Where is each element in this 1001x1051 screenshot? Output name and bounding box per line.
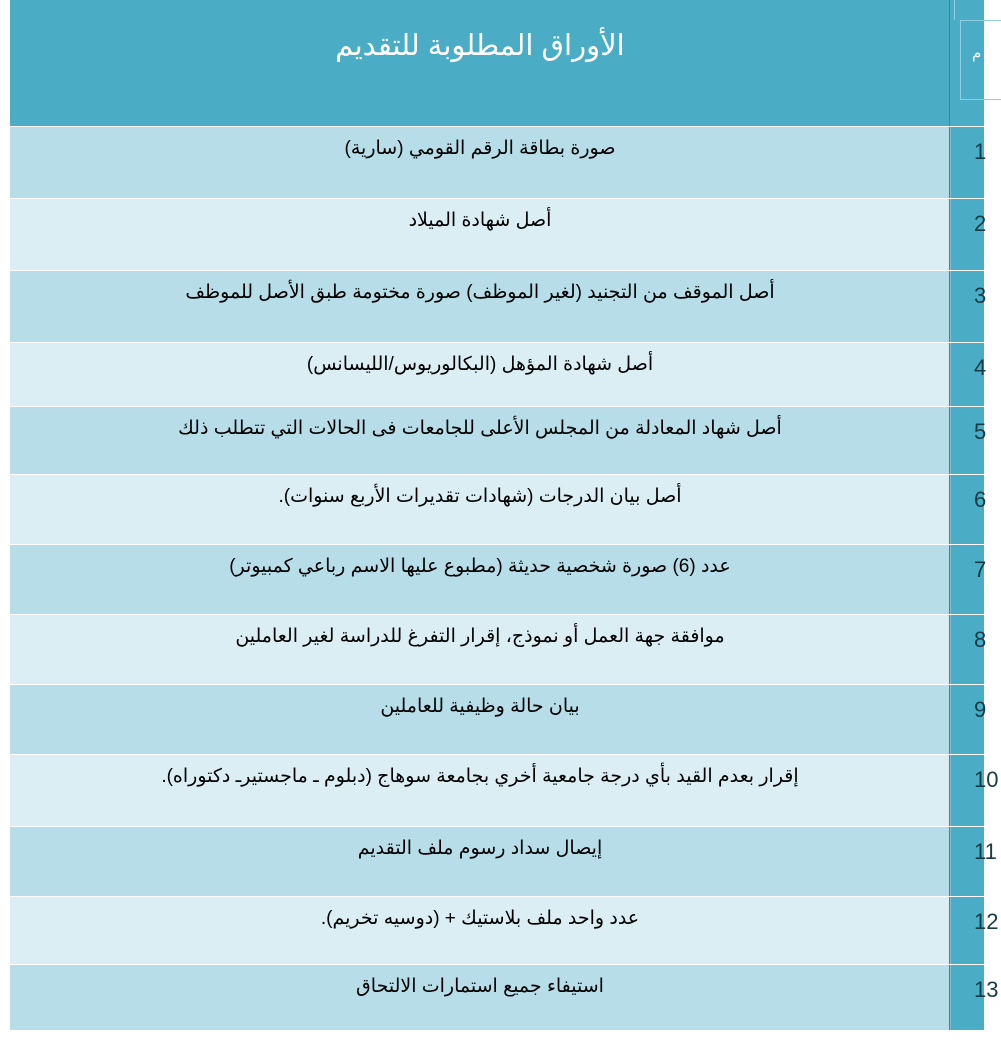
row-number-cell [950,615,987,686]
table-header [10,0,950,126]
row-number-cell [950,685,987,756]
table-row [10,964,999,1030]
requirement-cell [10,475,950,546]
requirement-text: أصل شهاد المعادلة من المجلس الأعلى للجامعات فى الحالات التي تتطلب ذلك [178,418,782,439]
requirement-cell [10,965,950,1030]
row-number-cell [950,271,987,342]
table-row [10,342,987,414]
requirement-text: موافقة جهة العمل أو نموذج، إقرار التفرغ للدراسة لغير العاملين [235,626,725,647]
requirement-text: صورة بطاقة الرقم القومي (سارية) [344,138,616,159]
row-number: 9 [974,697,987,722]
row-number: 3 [974,283,987,308]
requirement-text: أصل بيان الدرجات (شهادات تقديرات الأربع سنوات). [278,486,682,507]
requirement-cell [10,545,950,616]
number-cell-edge [950,827,951,898]
requirement-cell [10,897,950,968]
row-number-cell [950,343,987,414]
number-cell-edge [950,475,951,546]
number-column-header [950,0,984,126]
row-number: 8 [974,627,987,652]
table-row [10,544,987,616]
requirement-cell [10,127,950,198]
row-number-cell [950,407,987,478]
number-cell-edge [950,343,951,414]
requirement-cell [10,199,950,270]
number-cell-edge [950,615,951,686]
row-number: 11 [974,839,997,864]
requirement-cell [10,615,950,686]
table-row [10,754,999,826]
row-number-cell [950,965,999,1030]
row-number-cell [950,545,987,616]
page-title: الأوراق المطلوبة للتقديم [335,30,625,62]
requirement-text: بيان حالة وظيفية للعاملين [380,696,580,717]
table-row [10,614,987,686]
table-row [10,406,987,478]
row-number: 2 [974,211,987,236]
row-number: 13 [974,977,999,1002]
requirement-cell [10,755,950,826]
table-row [10,684,987,756]
row-number: 6 [974,487,987,512]
number-cell-edge [950,755,951,826]
row-number: 12 [974,909,999,934]
requirement-text: إيصال سداد رسوم ملف التقديم [357,838,603,859]
row-number: 5 [974,419,987,444]
row-number-cell [950,127,987,198]
requirement-text: إقرار بعدم القيد بأي درجة جامعية أخري بجامعة سوهاج (دبلوم ـ ماجستيرـ دكتوراه). [161,766,799,787]
requirement-text: عدد (6) صورة شخصية حديثة (مطبوع عليها الاسم رباعي كمبيوتر) [229,556,731,577]
number-column-label: م [972,45,982,62]
table-row [10,896,999,968]
row-number: 1 [974,139,987,164]
number-cell-edge [950,897,951,968]
row-number: 10 [974,767,999,792]
number-cell-edge [950,685,951,756]
table-row [10,474,987,546]
number-cell-edge [950,127,951,198]
number-cell-edge [950,545,951,616]
header-divider [954,0,955,20]
row-number: 7 [974,557,987,582]
requirement-text: أصل شهادة الميلاد [408,210,552,231]
table-row [10,826,997,898]
requirement-text: أصل شهادة المؤهل (البكالوريوس/الليسانس) [306,354,654,375]
requirement-cell [10,343,950,414]
number-cell-edge [950,407,951,478]
row-number-cell [950,827,997,898]
row-number-cell [950,199,987,270]
number-cell-edge [950,199,951,270]
table-row [10,270,987,342]
table-row [10,126,987,198]
row-number: 4 [974,355,987,380]
table-row [10,198,987,270]
requirements-table [10,0,999,1030]
requirement-text: أصل الموقف من التجنيد (لغير الموظف) صورة مختومة طبق الأصل للموظف [185,282,775,303]
row-number-cell [950,897,999,968]
requirement-cell [10,271,950,342]
requirement-cell [10,685,950,756]
row-number-cell [950,755,999,826]
requirement-text: عدد واحد ملف بلاستيك + (دوسيه تخريم). [320,908,640,929]
number-cell-edge [950,965,951,1030]
requirement-cell [10,407,950,478]
row-number-cell [950,475,987,546]
requirement-cell [10,827,950,898]
number-cell-edge [950,271,951,342]
requirement-text: استيفاء جميع استمارات الالتحاق [356,976,604,997]
